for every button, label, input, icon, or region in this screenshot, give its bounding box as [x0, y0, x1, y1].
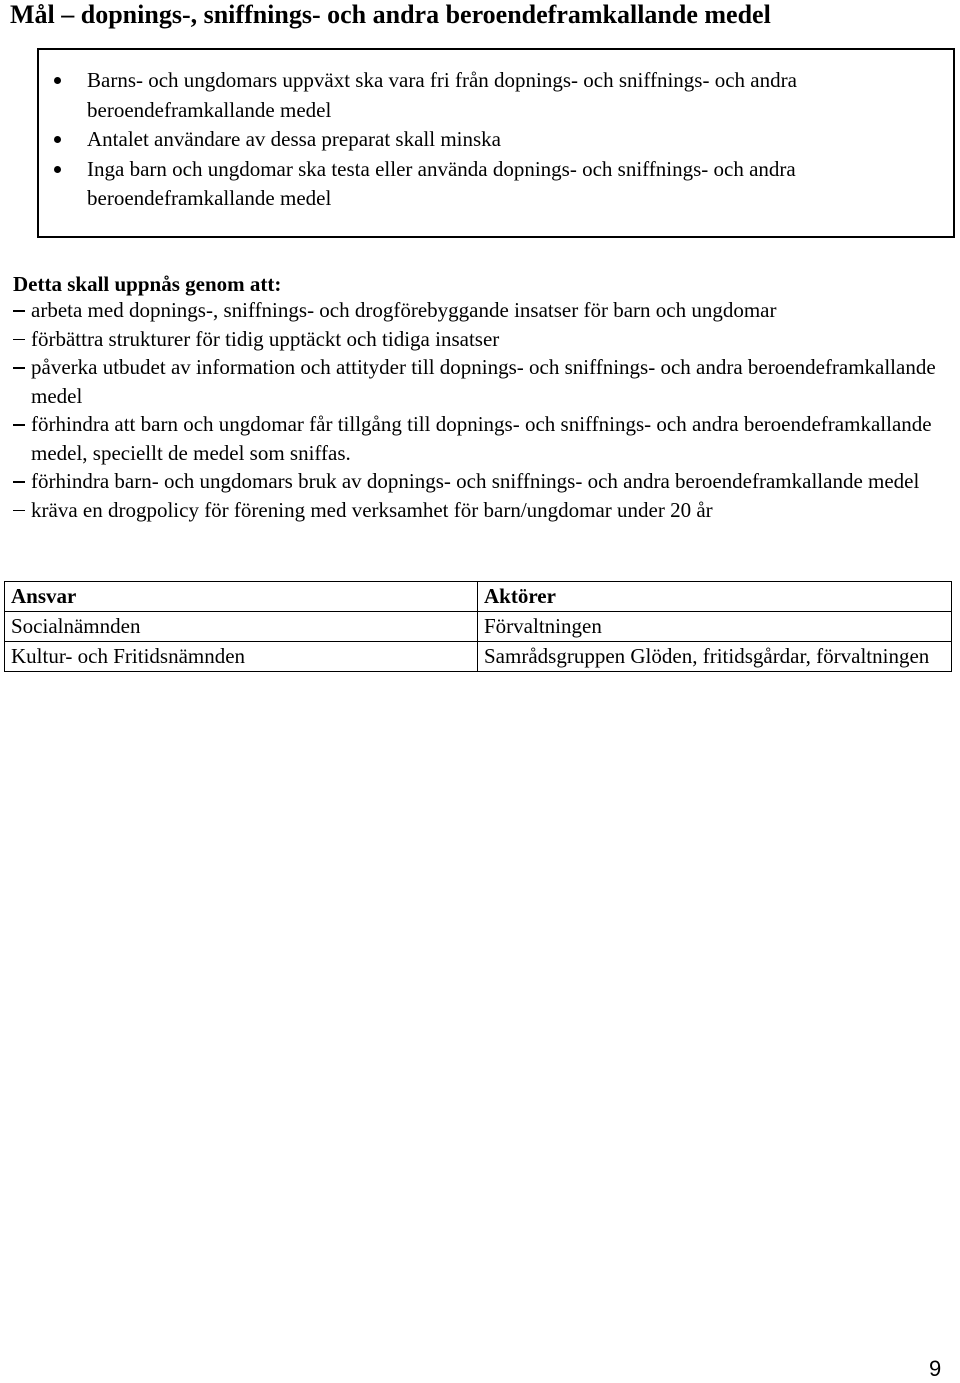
- dash-icon: [13, 367, 25, 369]
- methods-list: [0, 296, 940, 524]
- goal-list: [39, 66, 953, 214]
- table-cell: Förvaltningen: [478, 612, 952, 642]
- goal-text: Barns- och ungdomars uppväxt ska vara fri från dopnings- och sniffnings- och andra beroendeframkallande medel: [87, 68, 797, 122]
- dash-icon: [13, 424, 25, 426]
- method-item: [0, 325, 940, 354]
- goal-item: [39, 66, 953, 125]
- header-aktorer: Aktörer: [478, 582, 952, 612]
- bullet-icon: [54, 136, 61, 143]
- method-item: [0, 496, 940, 525]
- responsibility-table: [4, 581, 952, 672]
- bullet-icon: [54, 77, 61, 84]
- method-item: [0, 410, 940, 467]
- header-ansvar: Ansvar: [5, 582, 478, 612]
- method-item: [0, 467, 940, 496]
- method-text: arbeta med dopnings-, sniffnings- och drogförebyggande insatser för barn och ungdomar: [31, 298, 777, 322]
- bullet-icon: [54, 166, 61, 173]
- table-cell: Socialnämnden: [5, 612, 478, 642]
- table-row: [5, 612, 952, 642]
- table-row: [5, 642, 952, 672]
- method-item: [0, 296, 940, 325]
- table-header-row: [5, 582, 952, 612]
- table-cell: Kultur- och Fritidsnämnden: [5, 642, 478, 672]
- goal-text: Inga barn och ungdomar ska testa eller använda dopnings- och sniffnings- och andra beroendeframkallande medel: [87, 156, 796, 210]
- dash-icon: [13, 510, 25, 512]
- method-item: [0, 353, 940, 410]
- table-cell: Samrådsgruppen Glöden, fritidsgårdar, förvaltningen: [478, 642, 952, 672]
- goal-item: [39, 155, 953, 214]
- goal-text: Antalet användare av dessa preparat skall minska: [87, 127, 502, 151]
- dash-icon: [13, 481, 25, 483]
- methods-heading: Detta skall uppnås genom att:: [13, 272, 282, 296]
- method-text: kräva en drogpolicy för förening med verksamhet för barn/ungdomar under 20 år: [31, 497, 713, 522]
- page-number: 9: [929, 1356, 942, 1381]
- method-text: påverka utbudet av information och attityder till dopnings- och sniffnings- och andra beroendeframkallande medel: [31, 355, 936, 408]
- page-title: Mål – dopnings-, sniffnings- och andra beroendeframkallande medel: [10, 0, 771, 29]
- method-text: förhindra att barn och ungdomar får tillgång till dopnings- och sniffnings- och andra beroendeframkallande medel, speciellt de medel som sniffas.: [31, 412, 932, 465]
- dash-icon: [13, 310, 25, 312]
- method-text: förhindra barn- och ungdomars bruk av dopnings- och sniffnings- och andra beroendeframkallande medel: [31, 469, 920, 493]
- method-text: förbättra strukturer för tidig upptäckt och tidiga insatser: [31, 326, 500, 351]
- goal-box: [37, 48, 955, 238]
- goal-item: [39, 125, 953, 155]
- dash-icon: [13, 339, 25, 341]
